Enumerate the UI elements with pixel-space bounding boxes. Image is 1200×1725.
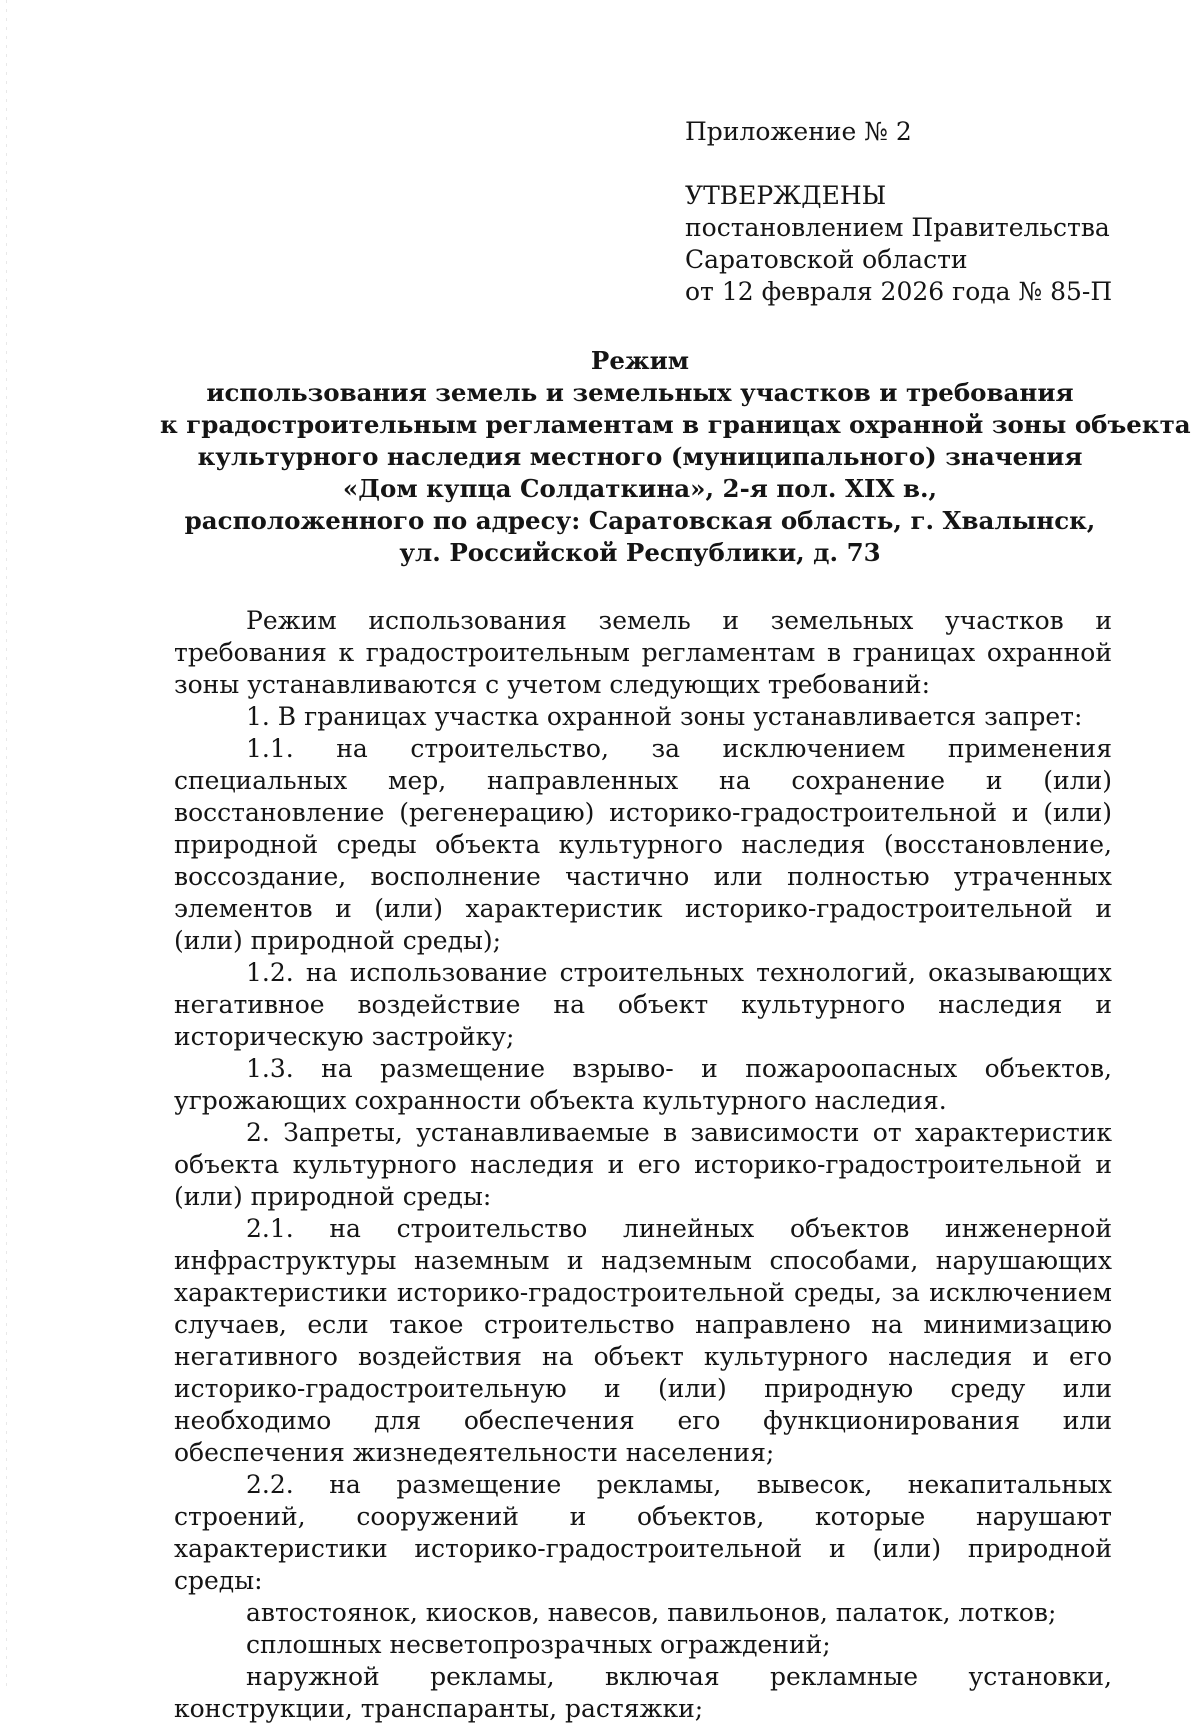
approved-by-line-1: постановлением Правительства xyxy=(685,213,1110,242)
title-line-6: расположенного по адресу: Саратовская область, г. Хвалынск, xyxy=(184,506,1096,535)
intro-paragraph: Режим использования земель и земельных участков и требования к градостроительным регламентам в границах охранной зоны устанавливаются с учетом следующих требований: xyxy=(174,606,1112,699)
appendix-number: Приложение № 2 xyxy=(685,117,912,146)
title-line-2: использования земель и земельных участков и требования xyxy=(206,378,1074,407)
title-line-1: Режим xyxy=(590,346,690,375)
appendix-label xyxy=(685,116,912,148)
paragraph-1-3: 1.3. на размещение взрыво- и пожароопасных объектов, угрожающих сохранности объекта культурного наследия. xyxy=(174,1054,1112,1115)
approved-heading: УТВЕРЖДЕНЫ xyxy=(685,181,887,210)
paragraph-2-1: 2.1. на строительство линейных объектов инженерной инфраструктуры наземным и надземным способами, нарушающих характеристики историко-градостроительной среды, за исключением случаев, если такое строительство направлено на минимизацию негативного воздействия на объект культурного наследия и его историко-градостроительную и (или) природную среду или необходимо для обеспечения его функционирования или обеспечения жизнедеятельности населения; xyxy=(174,1214,1112,1467)
approved-by-line-2: Саратовской области xyxy=(685,245,968,274)
paragraph-1-1: 1.1. на строительство, за исключением применения специальных мер, направленных на сохранение и (или) восстановление (регенерацию) историко-градостроительной и (или) природной среды объекта культурного наследия (восстановление, воссоздание, восполнение частично или полностью утраченных элементов и (или) характеристик историко-градостроительной и (или) природной среды); xyxy=(174,734,1112,955)
paragraph-2-2-b: сплошных несветопрозрачных ограждений; xyxy=(246,1630,831,1659)
title-line-3: к градостроительным регламентам в границах охранной зоны объекта xyxy=(160,410,1191,439)
paragraph-2-2-a: автостоянок, киосков, навесов, павильонов, палаток, лотков; xyxy=(246,1598,1057,1627)
paragraph-2-2-c: наружной рекламы, включая рекламные установки, конструкции, транспаранты, растяжки; xyxy=(174,1662,1112,1723)
approved-date: от 12 февраля 2026 года № 85-П xyxy=(685,277,1113,306)
paragraph-1: 1. В границах участка охранной зоны устанавливается запрет: xyxy=(246,702,1083,731)
paragraph-2: 2. Запреты, устанавливаемые в зависимости от характеристик объекта культурного наследия и его историко-градостроительной и (или) природной среды: xyxy=(174,1118,1112,1211)
paragraph-2-2: 2.2. на размещение рекламы, вывесок, некапитальных строений, сооружений и объектов, которые нарушают характеристики историко-градостроительной и (или) природной среды: xyxy=(174,1470,1112,1595)
approval-stamp-block xyxy=(685,180,1112,308)
document-title xyxy=(160,345,1191,569)
document-body xyxy=(174,605,1112,1725)
scan-edge-marks xyxy=(6,0,7,1686)
paragraph-1-2: 1.2. на использование строительных технологий, оказывающих негативное воздействие на объект культурного наследия и историческую застройку; xyxy=(174,958,1112,1051)
title-line-7: ул. Российской Республики, д. 73 xyxy=(399,538,881,567)
title-line-4: культурного наследия местного (муниципального) значения xyxy=(197,442,1083,471)
title-line-5: «Дом купца Солдаткина», 2-я пол. XIX в., xyxy=(342,474,938,503)
